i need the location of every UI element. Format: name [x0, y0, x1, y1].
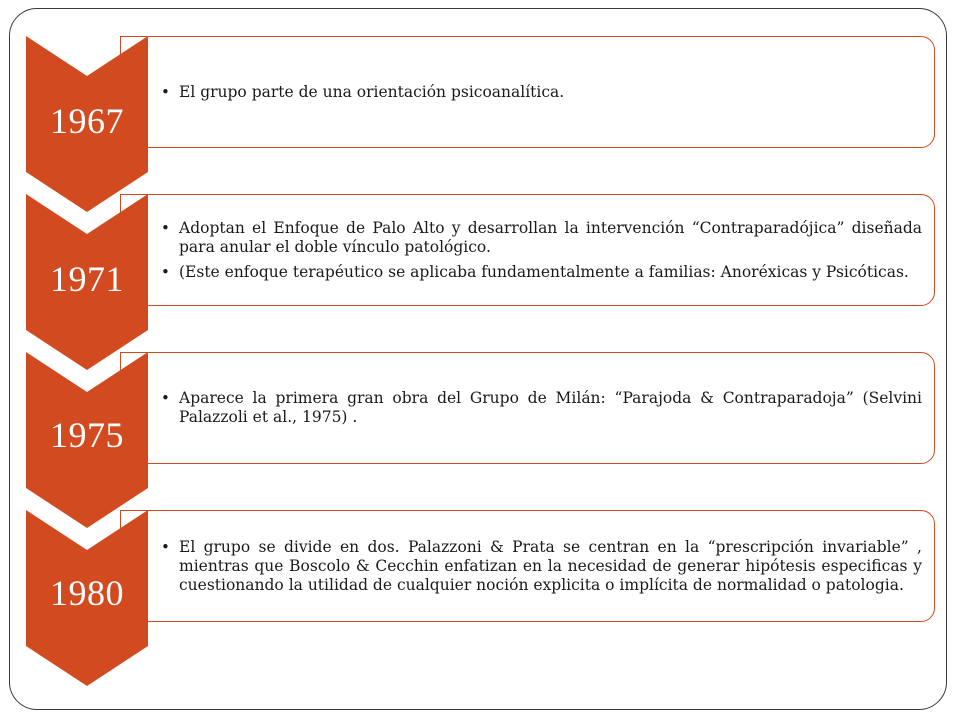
year-label: 1980: [50, 573, 124, 613]
bullet-point: • El grupo se divide en dos. Palazzoni & Prata se centran en la “prescripción invariable” , mientras que Boscolo & Cecchin enfatizan en la necesidad de generar hipótesis especificas y cuestionando la utilidad de cualquier noción explicita o implícita de normalidad o patologia.: [159, 538, 922, 595]
entry-text-box: [120, 510, 935, 622]
entry-bullet-list: [159, 37, 922, 147]
entry-bullet-list: [159, 195, 922, 305]
entry-bullet-list: [159, 511, 922, 621]
year-label: 1971: [50, 259, 124, 299]
bullet-point: • Aparece la primera gran obra del Grupo de Milán: “Parajoda & Contraparadoja” (Selvini Palazzoli et al., 1975) .: [159, 389, 922, 427]
entry-text-box: [120, 36, 935, 148]
bullet-point: • El grupo parte de una orientación psicoanalítica.: [159, 83, 922, 102]
year-label: 1967: [50, 101, 124, 141]
entry-text-box: [120, 194, 935, 306]
bullet-point: • (Este enfoque terapéutico se aplicaba fundamentalmente a familias: Anoréxicas y Psicóticas.: [159, 263, 922, 282]
year-label: 1975: [50, 415, 124, 455]
entry-bullet-list: [159, 353, 922, 463]
entry-text-box: [120, 352, 935, 464]
bullet-point: • Adoptan el Enfoque de Palo Alto y desarrollan la intervención “Contraparadójica” diseñada para anular el doble vínculo patológico.: [159, 219, 922, 257]
